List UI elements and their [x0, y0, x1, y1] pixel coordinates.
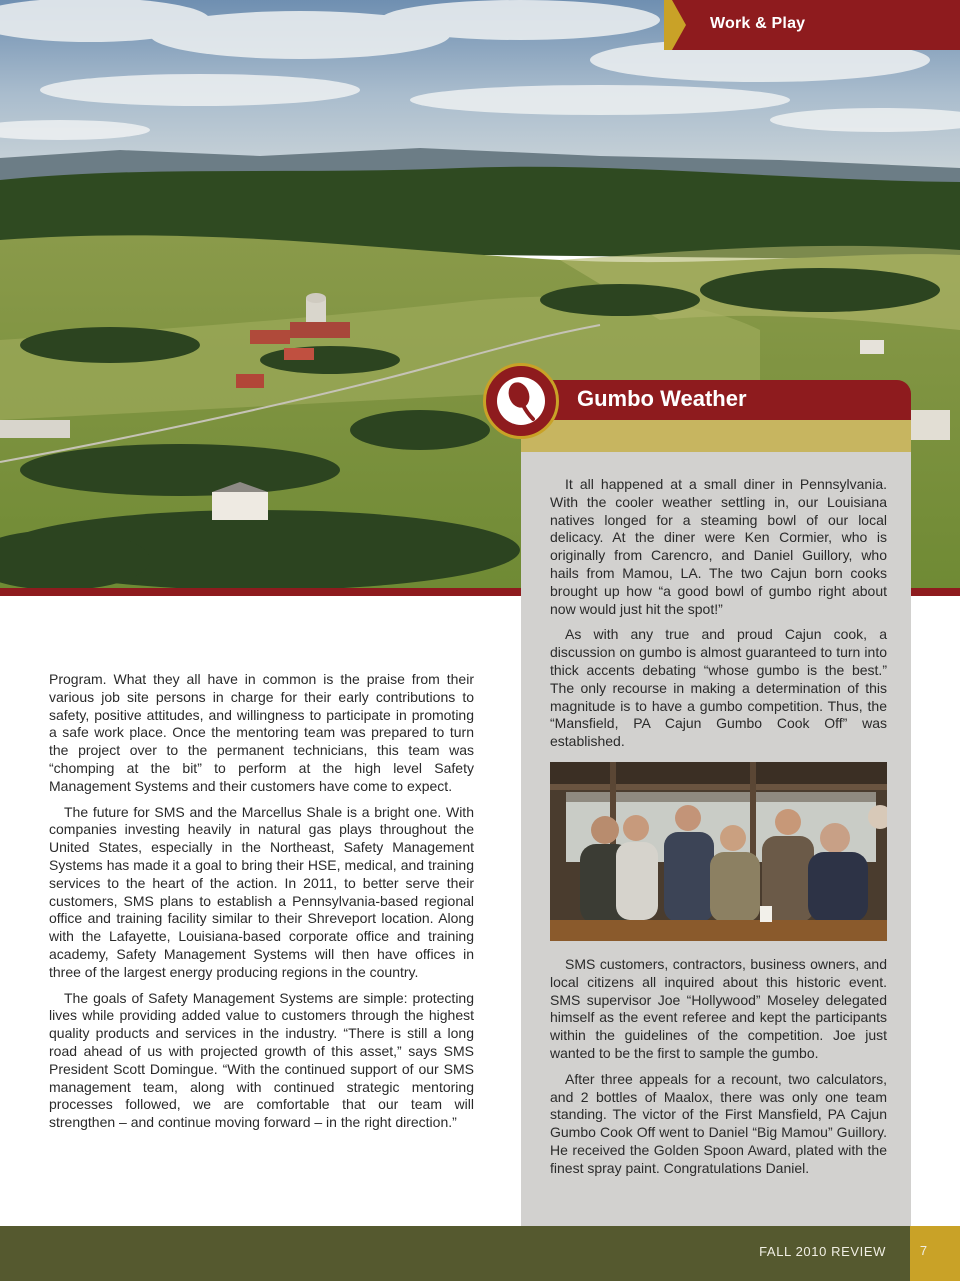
- gumbo-badge: [483, 363, 559, 439]
- gumbo-spoon-icon: [497, 377, 545, 425]
- cook-off-group-photo: [550, 762, 887, 941]
- article-paragraph: The goals of Safety Management Systems are simple: protecting lives while providing added value to customers through the highest quality products and services in the industry. “There is still a long road ahead of us with projected growth of this asset,” says SMS President Scott Domingue. “With the continued support of our SMS management team, along with continued strategic mentoring processes followed, we are comfortable that our team will strengthen – and continue moving forward – in the right direction.”: [49, 989, 474, 1131]
- sidebar-paragraph: It all happened at a small diner in Pennsylvania. With the cooler weather settling in, our Louisiana natives longed for a steaming bowl of our local delicacy. At the diner were Ken Cormier, who is originally from Carencro, and Daniel Guillory, who hails from Mamou, LA. The two Cajun born cooks brought up how “a good bowl of gumbo right about now would just hit the spot!”: [550, 476, 887, 617]
- main-article-column: [49, 671, 474, 1140]
- sidebar-paragraph: After three appeals for a recount, two calculators, and 2 bottles of Maalox, there was only one team standing. The victor of the First Mansfield, PA Cajun Gumbo Cook Off went to Daniel “Big Mamou” Guillory. He received the Golden Spoon Award, plated with the finest spray paint. Congratulations Daniel.: [550, 1070, 887, 1176]
- sidebar-paragraph: As with any true and proud Cajun cook, a discussion on gumbo is almost guaranteed to turn into thick accents debating “whose gumbo is the best.” The only recourse in making a determination of this magnitude is to have a gumbo competition. Thus, the “Mansfield, PA Cajun Gumbo Cook Off” was established.: [550, 626, 887, 750]
- page-footer: [0, 1226, 960, 1281]
- sidebar-story-top: [550, 476, 887, 759]
- section-tab: [664, 0, 960, 50]
- sidebar-paragraph: SMS customers, contractors, business owners, and local citizens all inquired about this historic event. SMS supervisor Joe “Hollywood” Moseley delegated himself as the event referee and kept the participants within the guidelines of the competition. Joe just wanted to be the first to sample the gumbo.: [550, 956, 887, 1061]
- section-tab-arrow: [672, 0, 686, 50]
- section-tab-accent: [664, 0, 672, 50]
- section-label: Work & Play: [710, 15, 806, 32]
- sidebar-title: Gumbo Weather: [577, 386, 747, 411]
- sidebar-title-gold-band: [521, 420, 911, 452]
- article-paragraph: Program. What they all have in common is the praise from their various job site persons in charge for their early contributions to safety, positive attitudes, and willingness to participate in promoting a safe work place. Once the mentoring team was prepared to turn the project over to the permanent technicians, this team was “chomping at the bit” to perform at the high level Safety Management Systems and their customers have come to expect.: [49, 671, 474, 794]
- article-paragraph: The future for SMS and the Marcellus Shale is a bright one. With companies investing heavily in natural gas plays throughout the United States, especially in the Northeast, Safety Management Systems has made it a goal to bring their HSE, medical, and training services to the heart of the action. In 2011, to better serve their customers, SMS plans to establish a Pennsylvania-based regional office and training facility similar to their Shreveport location. Along with the Lafayette, Louisiana-based corporate office and training academy, Safety Management Systems will then have offices in three of the largest energy producing regions in the country.: [49, 803, 474, 980]
- page-number: 7: [919, 1243, 928, 1258]
- sidebar-story-bottom: [550, 956, 887, 1186]
- footer-issue-label: FALL 2010 REVIEW: [759, 1244, 886, 1259]
